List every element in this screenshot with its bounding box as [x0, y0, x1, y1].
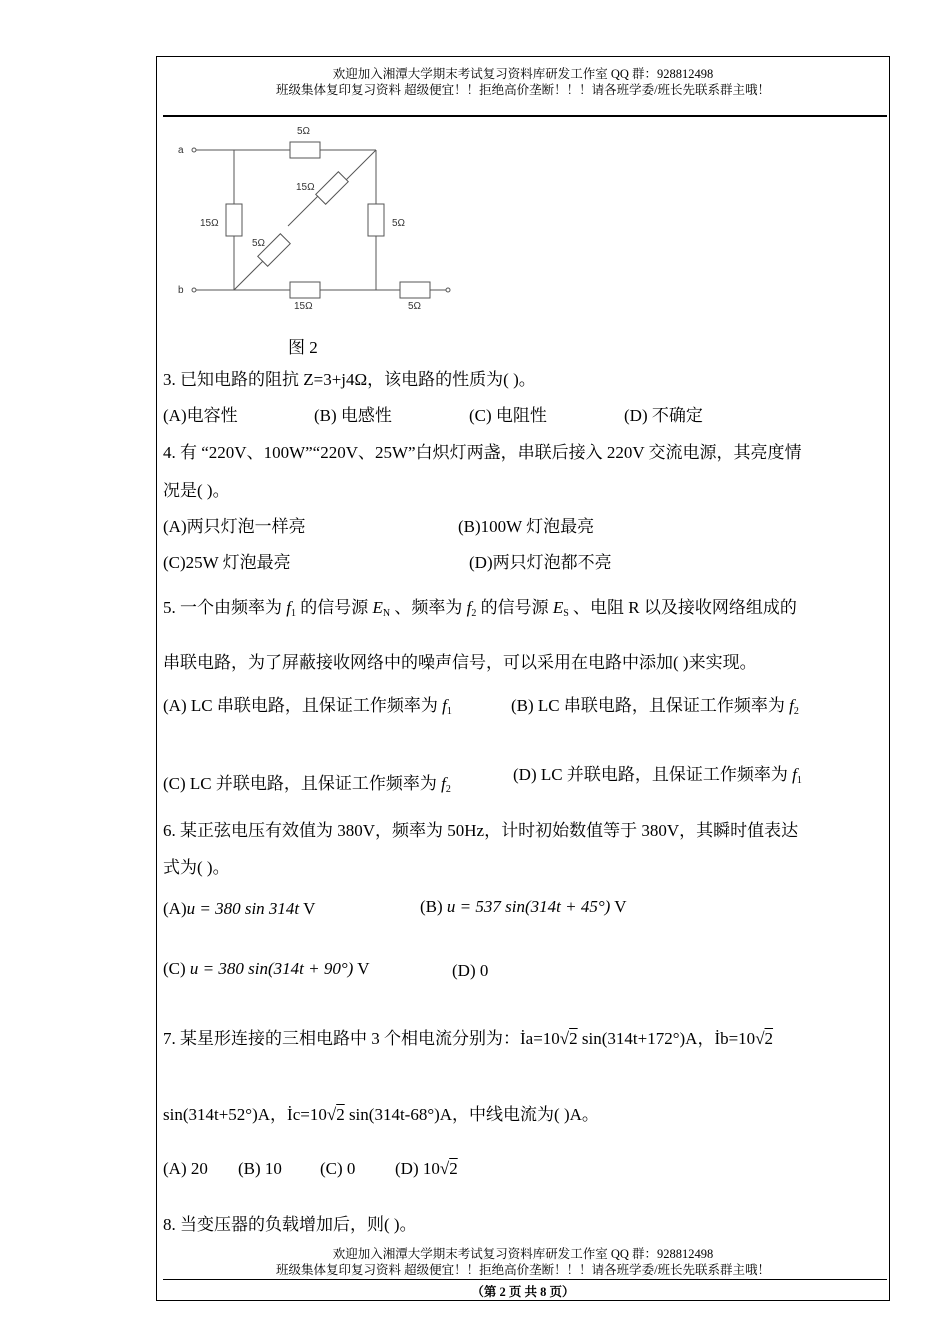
q7-option-a: (A) 20 — [163, 1159, 208, 1178]
q7-stem-2: sin(314t+52°)A，İc=10√2 sin(314t-68°)A，中线电流为( )A。 — [163, 1105, 599, 1124]
footer-line-1: 欢迎加入湘潭大学期末考试复习资料库研发工作室 QQ 群：928812498 — [332, 1247, 714, 1261]
label-r-diag-lower: 5Ω — [252, 238, 266, 249]
q5-t1: 5. 一个由频率为 — [163, 598, 282, 617]
q3-option-b: (B) 电感性 — [314, 406, 392, 425]
q4-option-c: (C)25W 灯泡最亮 — [163, 553, 291, 572]
label-r-left: 15Ω — [200, 218, 219, 229]
q7-option-b: (B) 10 — [238, 1159, 282, 1178]
q5-stem-2: 串联电路，为了屏蔽接收网络中的噪声信号，可以采用在电路中添加( )来实现。 — [163, 653, 757, 672]
header-rule — [163, 115, 887, 117]
resistor-top — [290, 142, 320, 158]
label-r-bottom: 15Ω — [294, 301, 313, 312]
q5-t5: 、电阻 R 以及接收网络组成的 — [573, 598, 797, 617]
label-b: b — [178, 285, 184, 296]
header-line-1: 欢迎加入湘潭大学期末考试复习资料库研发工作室 QQ 群：928812498 — [332, 67, 714, 81]
q7-ib: İb=10 — [714, 1029, 756, 1048]
q8-stem: 8. 当变压器的负载增加后，则( )。 — [163, 1215, 417, 1234]
q4-option-b: (B)100W 灯泡最亮 — [458, 517, 595, 536]
q5-option-a: (A) LC 串联电路，且保证工作频率为 $f_1$ — [163, 696, 452, 717]
resistor-out — [400, 282, 430, 298]
label-r-diag-upper: 15Ω — [296, 182, 315, 193]
q6-option-b: (B) u = 537 sin(314t + 45°) V — [420, 897, 627, 916]
q7-option-c: (C) 0 — [320, 1159, 356, 1178]
q5-es: E — [552, 598, 564, 617]
q5-t4: 的信号源 — [480, 598, 549, 617]
q7-ic: İc=10 — [287, 1105, 327, 1124]
label-r-right: 5Ω — [392, 218, 406, 229]
q3-stem: 3. 已知电路的阻抗 Z=3+j4Ω，该电路的性质为( )。 — [163, 370, 536, 389]
label-r-top: 5Ω — [297, 126, 311, 137]
terminal-a — [192, 148, 196, 152]
resistor-right — [368, 204, 384, 236]
footer-rule — [163, 1279, 887, 1280]
q6-b-expr: u = 537 sin(314t + 45°) — [446, 897, 611, 916]
q4-option-d: (D)两只灯泡都不亮 — [469, 553, 612, 572]
q6-option-a: (A)u = 380 sin 314t V — [163, 899, 316, 918]
q3-option-d: (D) 不确定 — [624, 406, 703, 425]
q4-option-a: (A)两只灯泡一样亮 — [163, 517, 306, 536]
page-number: （第 2 页 共 8 页） — [471, 1285, 575, 1299]
q6-c-expr: u = 380 sin(314t + 90°) — [189, 959, 354, 978]
q5-option-d: (D) LC 并联电路，且保证工作频率为 $f_1$ — [513, 765, 802, 786]
q4-stem-2: 况是( )。 — [163, 481, 230, 500]
q5-option-b: (B) LC 串联电路，且保证工作频率为 $f_2$ — [511, 696, 799, 717]
q5-f1: f — [286, 598, 291, 617]
figure-caption: 图 2 — [288, 338, 318, 357]
q4-stem-1: 4. 有 “220V、100W”“220V、25W”白炽灯两盏，串联后接入 220V 交流电源，其亮度情 — [163, 443, 802, 462]
resistor-diag-upper — [316, 172, 349, 205]
header-line-2: 班级集体复印复习资料 超级便宜！！拒绝高价垄断！！！请各班学委/班长先联系群主哦！ — [275, 83, 771, 97]
q7-option-d: (D) 10√2 — [395, 1159, 458, 1178]
q5-option-c: (C) LC 并联电路，且保证工作频率为 $f_2$ — [163, 774, 451, 795]
resistor-left — [226, 204, 242, 236]
terminal-b — [192, 288, 196, 292]
q6-option-c: (C) u = 380 sin(314t + 90°) V — [163, 959, 370, 978]
q7-ia: İa=10 — [520, 1029, 560, 1048]
q6-a-expr: u = 380 sin 314t — [186, 899, 300, 918]
label-a: a — [178, 145, 184, 156]
footer-line-2: 班级集体复印复习资料 超级便宜！！拒绝高价垄断！！！请各班学委/班长先联系群主哦！ — [275, 1263, 771, 1277]
q6-stem-1: 6. 某正弦电压有效值为 380V，频率为 50Hz，计时初始数值等于 380V，其瞬时值表达 — [163, 821, 799, 840]
q3-option-c: (C) 电阻性 — [469, 406, 547, 425]
q5-stem-1: 5. 一个由频率为 $f_1$ 的信号源 $E_N$ 、频率为 $f_2$ 的信号源 $E_S$ 、电阻 R 以及接收网络组成的 — [163, 598, 797, 619]
resistor-bottom — [290, 282, 320, 298]
q6-option-d: (D) 0 — [452, 961, 489, 980]
label-r-out: 5Ω — [408, 301, 422, 312]
q3-option-a: (A)电容性 — [163, 406, 238, 425]
q6-stem-2: 式为( )。 — [163, 858, 230, 877]
circuit-diagram — [170, 118, 470, 318]
q7-stem-1: 7. 某星形连接的三相电路中 3 个相电流分别为：İa=10√2 sin(314t+172°)A，İb=10√2 — [163, 1029, 774, 1048]
q5-t3: 、频率为 — [394, 598, 463, 617]
q5-f2: f — [466, 598, 472, 617]
q5-t2: 的信号源 — [300, 598, 369, 617]
q5-en: E — [372, 598, 383, 617]
